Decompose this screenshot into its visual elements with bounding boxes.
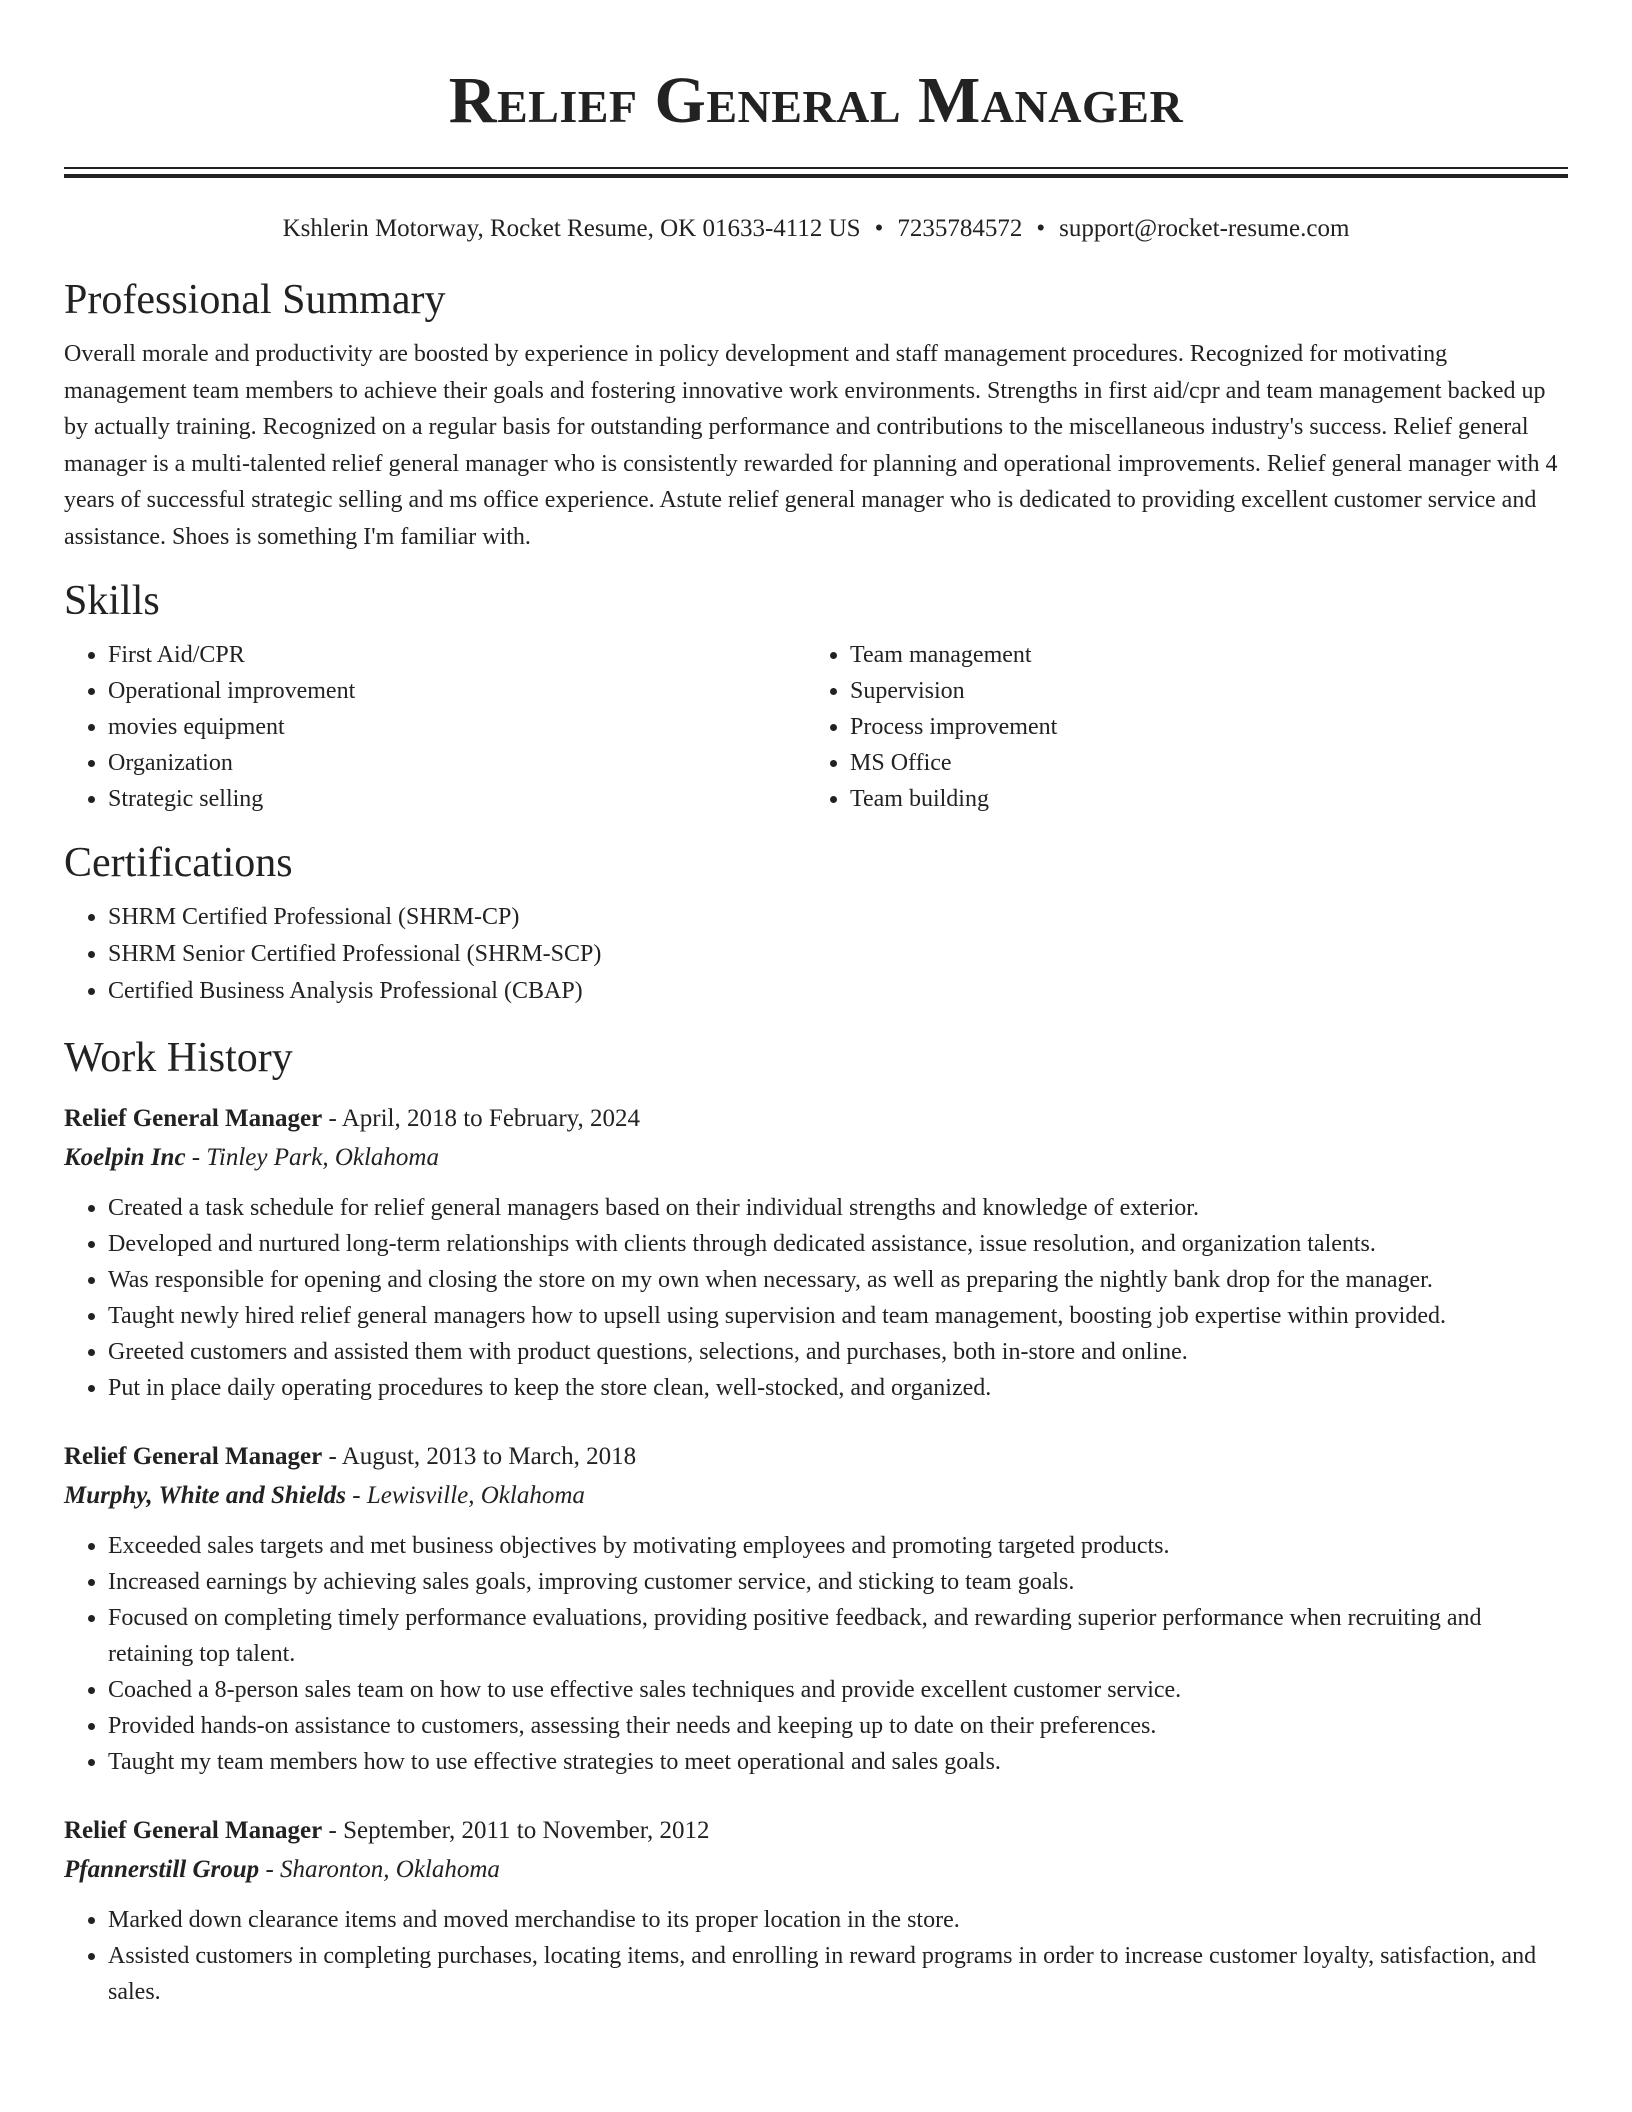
job-dash: - xyxy=(322,1443,342,1470)
summary-heading: Professional Summary xyxy=(64,277,446,323)
job-bullet: • Assisted customers in completing purchases, locating items, and enrolling in reward programs in order to increase customer loyalty, satisfaction, and sales. xyxy=(108,1938,1568,2010)
certifications-heading: Certifications xyxy=(64,840,293,886)
job-location: Sharonton, Oklahoma xyxy=(280,1856,500,1883)
skills-heading: Skills xyxy=(64,578,160,624)
skill-item: • Team building xyxy=(850,781,1548,817)
job-bullet: • Taught my team members how to use effective strategies to meet operational and sales goals. xyxy=(108,1744,1568,1780)
certification-item: • SHRM Senior Certified Professional (SHRM-SCP) xyxy=(108,936,1568,973)
resume-name: Relief General Manager xyxy=(448,64,1184,137)
skills-grid xyxy=(64,637,1568,817)
job-entry xyxy=(64,1100,1568,1406)
job-dates: August, 2013 to March, 2018 xyxy=(341,1443,637,1470)
certification-item: • Certified Business Analysis Professional (CBAP) xyxy=(108,973,1568,1010)
job-bullets xyxy=(64,1190,1568,1406)
job-bullet: • Greeted customers and assisted them with product questions, selections, and purchases, both in-store and online. xyxy=(108,1334,1568,1370)
job-bullet: • Created a task schedule for relief general managers based on their individual strengths and knowledge of exterior. xyxy=(108,1190,1568,1226)
job-bullet: • Exceeded sales targets and met business objectives by motivating employees and promoting targeted products. xyxy=(108,1528,1568,1564)
job-location: Tinley Park, Oklahoma xyxy=(206,1144,439,1171)
job-title-line xyxy=(64,1438,1568,1476)
job-role: Relief General Manager xyxy=(64,1817,323,1844)
job-company: Murphy, White and Shields xyxy=(64,1482,347,1509)
header-divider-thick xyxy=(64,174,1568,178)
resume-content xyxy=(64,0,1568,2010)
job-bullet: • Increased earnings by achieving sales goals, improving customer service, and sticking to team goals. xyxy=(108,1564,1568,1600)
job-location: Lewisville, Oklahoma xyxy=(366,1482,585,1509)
contact-phone: 7235784572 xyxy=(897,215,1023,242)
skill-item: • Organization xyxy=(108,745,806,781)
job-company-line xyxy=(64,1138,1568,1178)
job-bullet: • Coached a 8-person sales team on how to use effective sales techniques and provide excellent customer service. xyxy=(108,1672,1568,1708)
contact-address: Kshlerin Motorway, Rocket Resume, OK 01633-4112 US xyxy=(282,215,861,242)
job-bullets xyxy=(64,1902,1568,2010)
skill-item: • MS Office xyxy=(850,745,1548,781)
job-dates: September, 2011 to November, 2012 xyxy=(343,1817,710,1844)
skill-item: • First Aid/CPR xyxy=(108,637,806,673)
job-bullet: • Taught newly hired relief general managers how to upsell using supervision and team management, boosting job expertise within provided. xyxy=(108,1298,1568,1334)
job-title-line xyxy=(64,1812,1568,1850)
job-bullet: • Developed and nurtured long-term relationships with clients through dedicated assistance, issue resolution, and organization talents. xyxy=(108,1226,1568,1262)
job-dash: - xyxy=(322,1105,342,1132)
skills-column-right xyxy=(806,637,1548,817)
certifications-list xyxy=(64,899,1568,1010)
job-role: Relief General Manager xyxy=(64,1105,323,1132)
job-bullet: • Was responsible for opening and closing the store on my own when necessary, as well as preparing the nightly bank drop for the manager. xyxy=(108,1262,1568,1298)
job-dash: - xyxy=(185,1144,207,1171)
job-company: Pfannerstill Group xyxy=(64,1856,260,1883)
job-dates: April, 2018 to February, 2024 xyxy=(341,1105,641,1132)
job-role: Relief General Manager xyxy=(64,1443,323,1470)
skill-item: • movies equipment xyxy=(108,709,806,745)
job-bullets xyxy=(64,1528,1568,1780)
skill-item: • Process improvement xyxy=(850,709,1548,745)
header-divider-thin xyxy=(64,167,1568,169)
contact-line xyxy=(64,212,1568,246)
job-dash: - xyxy=(259,1856,281,1883)
job-bullet: • Marked down clearance items and moved merchandise to its proper location in the store. xyxy=(108,1902,1568,1938)
contact-email[interactable]: support@rocket-resume.com xyxy=(1059,215,1350,242)
skill-item: • Supervision xyxy=(850,673,1548,709)
skill-item: • Operational improvement xyxy=(108,673,806,709)
job-company-line xyxy=(64,1476,1568,1516)
job-bullet: • Put in place daily operating procedures to keep the store clean, well-stocked, and organized. xyxy=(108,1370,1568,1406)
job-bullet: • Provided hands-on assistance to customers, assessing their needs and keeping up to date on their preferences. xyxy=(108,1708,1568,1744)
skills-column-left xyxy=(64,637,806,817)
job-dash: - xyxy=(346,1482,367,1509)
job-company-line xyxy=(64,1850,1568,1890)
job-bullet: • Focused on completing timely performance evaluations, providing positive feedback, and rewarding superior performance when recruiting and retaining top talent. xyxy=(108,1600,1568,1672)
work-history-heading: Work History xyxy=(64,1035,293,1081)
job-dash: - xyxy=(322,1817,344,1844)
job-entry xyxy=(64,1812,1568,2010)
skill-item: • Strategic selling xyxy=(108,781,806,817)
certification-item: • SHRM Certified Professional (SHRM-CP) xyxy=(108,899,1568,936)
summary-text: Overall morale and productivity are boosted by experience in policy development and staff management procedures. Recognized for motivating management team members to achieve their goals and fostering innovative work environments. Strengths in first aid/cpr and team management backed up by actually training. Recognized on a regular basis for outstanding performance and contributions to the miscellaneous industry's success. Relief general manager is a multi-talented relief general manager who is consistently rewarded for planning and operational improvements. Relief general manager with 4 years of successful strategic selling and ms office experience. Astute relief general manager who is dedicated to providing excellent customer service and assistance. Shoes is something I'm familiar with. xyxy=(64,341,1558,550)
job-title-line xyxy=(64,1100,1568,1138)
job-company: Koelpin Inc xyxy=(64,1144,186,1171)
skill-item: • Team management xyxy=(850,637,1548,673)
contact-separator: • xyxy=(1036,215,1046,242)
job-entry xyxy=(64,1438,1568,1780)
contact-separator: • xyxy=(874,215,884,242)
